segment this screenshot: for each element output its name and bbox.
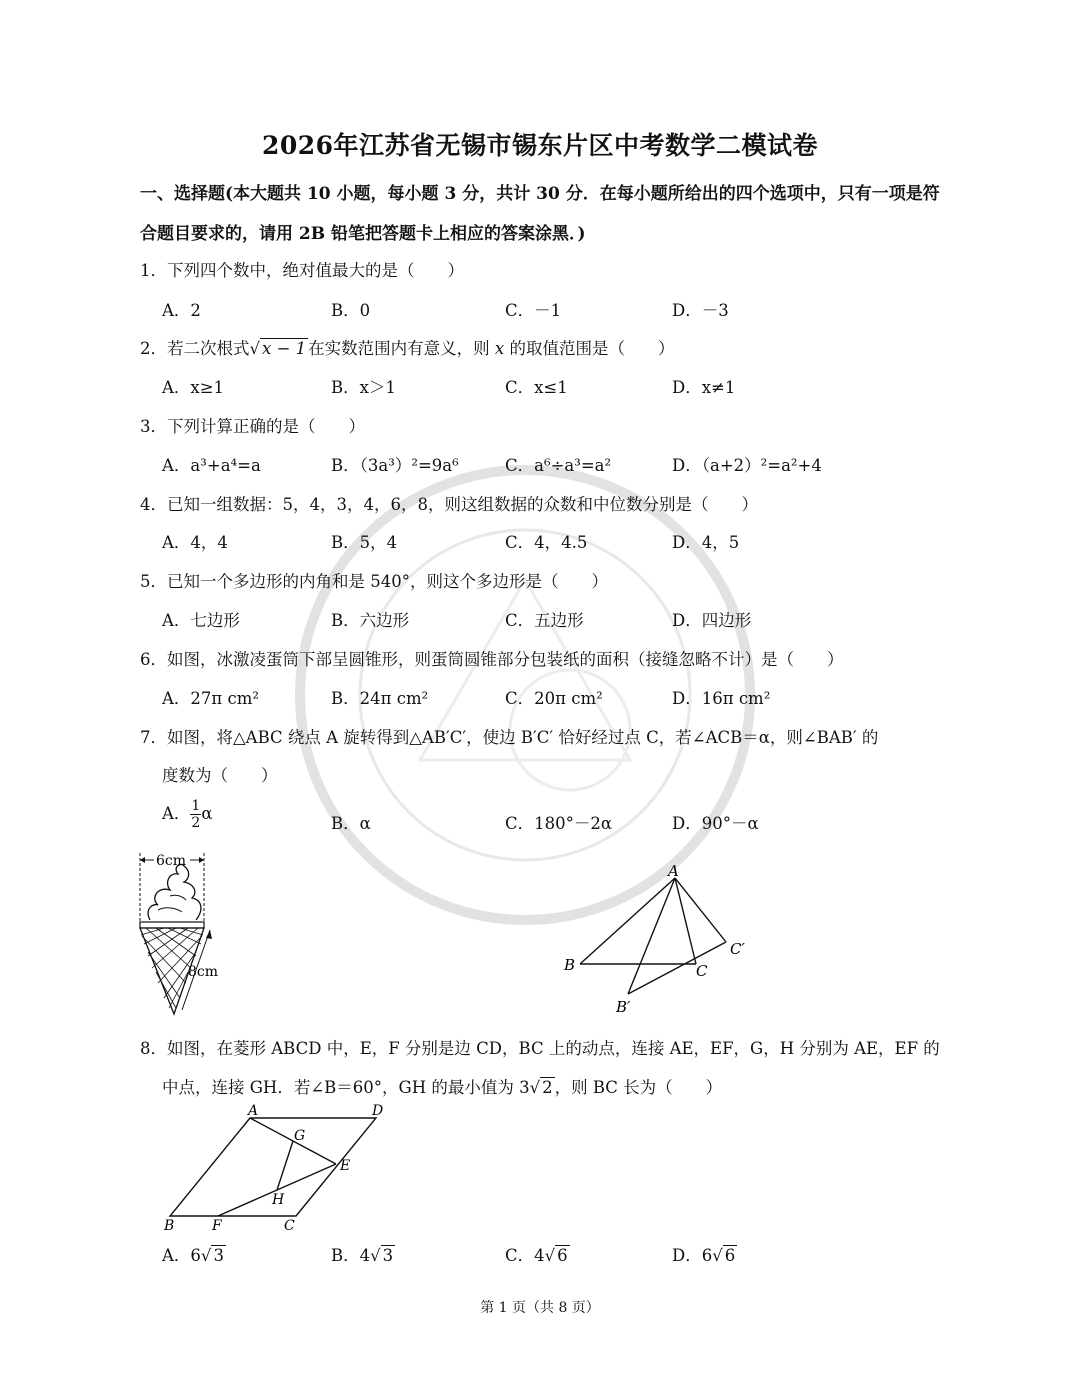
q8-line2-pre: 中点，连接 GH．若∠B＝60°，GH 的最小值为 3 <box>162 1078 530 1097</box>
q2-variable: x <box>494 339 505 358</box>
q5-option-b: B．六边形 <box>331 611 410 630</box>
question-7-stem-line1: 7．如图，将△ABC 绕点 A 旋转得到△AB′C′，使边 B′C′ 恰好经过点 C，若∠ACB＝α，则∠BAB′ 的 <box>140 728 879 747</box>
rhombus-figure <box>158 1100 398 1235</box>
q7-option-a-suffix: α <box>201 804 213 823</box>
section-heading-line2: 合题目要求的，请用 2B 铅笔把答题卡上相应的答案涂黑．) <box>140 224 586 244</box>
question-8-stem-line2 <box>162 1074 722 1098</box>
q8-option-b-radicand: 3 <box>382 1246 394 1265</box>
q7-option-c: C．180°－2α <box>505 814 613 833</box>
fraction-numerator: 1 <box>191 798 201 814</box>
cone-slant-label: 8cm <box>188 964 219 980</box>
label-point-e: E <box>340 1158 351 1174</box>
q2-option-b: B．x＞1 <box>331 378 396 397</box>
q4-option-d: D．4，5 <box>672 533 740 552</box>
label-point-h: H <box>272 1192 285 1208</box>
q6-option-c: C．20π cm² <box>505 689 603 708</box>
question-1-stem: 1．下列四个数中，绝对值最大的是（ ） <box>140 261 464 280</box>
label-point-a: A <box>668 862 679 880</box>
q4-option-b: B．5，4 <box>331 533 398 552</box>
question-7-stem-line2: 度数为（ ） <box>162 766 278 785</box>
q2-stem-pre: 2．若二次根式 <box>140 339 250 358</box>
page-title: 2026年江苏省无锡市锡东片区中考数学二模试卷 <box>261 131 819 160</box>
rotated-triangle-figure <box>560 860 760 1020</box>
question-3-stem: 3．下列计算正确的是（ ） <box>140 417 365 436</box>
q8-option-d-radicand: 6 <box>724 1246 736 1265</box>
q2-option-d: D．x≠1 <box>672 378 736 397</box>
q6-option-d: D．16π cm² <box>672 689 771 708</box>
q8-radicand: 2 <box>542 1078 553 1097</box>
question-6-stem: 6．如图，冰激凌蛋筒下部呈圆锥形，则蛋筒圆锥部分包装纸的面积（接缝忽略不计）是（ ） <box>140 650 844 669</box>
q8-option-c-radicand: 6 <box>557 1246 568 1265</box>
q1-option-a: A．2 <box>162 301 201 320</box>
sqrt-expression: √ 6 <box>544 1246 568 1265</box>
cone-width-label: 6cm <box>156 853 187 869</box>
q3-option-b: B．（3a³）²=9a⁶ <box>331 456 459 475</box>
label-point-b: B <box>164 1218 175 1234</box>
q8-option-c-coef: C．4 <box>505 1246 545 1265</box>
q7-option-a-prefix: A． <box>162 804 191 823</box>
q8-option-d <box>672 1242 737 1266</box>
q6-option-a: A．27π cm² <box>162 689 260 708</box>
sqrt-expression: √ 2 <box>529 1078 553 1097</box>
label-point-b: B <box>564 956 576 974</box>
ice-cream-cone-figure <box>136 848 236 1018</box>
q2-option-a: A．x≥1 <box>162 378 225 397</box>
q3-option-d: D．（a+2）²=a²+4 <box>672 456 822 475</box>
label-point-f: F <box>212 1218 222 1234</box>
q8-option-a-coef: A．6 <box>162 1246 201 1265</box>
q3-option-a: A．a³+a⁴=a <box>162 456 261 475</box>
q7-option-b: B．α <box>331 814 371 833</box>
q6-option-b: B．24π cm² <box>331 689 429 708</box>
fraction-denominator: 2 <box>191 815 201 831</box>
q8-option-d-coef: D．6 <box>672 1246 713 1265</box>
q2-radicand: x − 1 <box>262 339 307 358</box>
q7-option-a <box>162 798 213 831</box>
sqrt-expression: √ 3 <box>370 1246 394 1265</box>
q7-option-d: D．90°－α <box>672 814 759 833</box>
q3-option-c: C．a⁶÷a³=a² <box>505 456 612 475</box>
q2-option-c: C．x≤1 <box>505 378 568 397</box>
q8-option-a <box>162 1242 226 1266</box>
q5-option-d: D．四边形 <box>672 611 752 630</box>
q1-option-c: C．－1 <box>505 301 562 320</box>
q1-option-b: B．0 <box>331 301 371 320</box>
question-4-stem: 4．已知一组数据：5，4，3，4，6，8，则这组数据的众数和中位数分别是（ ） <box>140 495 758 514</box>
label-point-d: D <box>372 1103 384 1119</box>
q8-option-b-coef: B．4 <box>331 1246 371 1265</box>
label-point-c-prime: C′ <box>730 940 745 958</box>
label-point-c: C <box>284 1218 295 1234</box>
q5-option-a: A．七边形 <box>162 611 240 630</box>
q8-option-b <box>331 1242 395 1266</box>
q4-option-c: C．4，4.5 <box>505 533 588 552</box>
q5-option-c: C．五边形 <box>505 611 584 630</box>
q8-option-c <box>505 1242 570 1266</box>
label-point-b-prime: B′ <box>616 998 631 1016</box>
q1-option-d: D．－3 <box>672 301 729 320</box>
label-point-g: G <box>294 1128 306 1144</box>
q8-line2-post: ，则 BC 长为（ ） <box>554 1078 723 1097</box>
page-footer: 第 1 页（共 8 页） <box>480 1300 600 1316</box>
fraction-one-half <box>190 798 201 831</box>
q2-stem-post: 的取值范围是（ ） <box>509 339 675 358</box>
label-point-a: A <box>248 1103 259 1119</box>
q2-stem-mid: 在实数范围内有意义，则 <box>308 339 490 358</box>
label-point-c: C <box>696 962 708 980</box>
sqrt-expression: √ x − 1 <box>249 339 307 358</box>
question-8-stem-line1: 8．如图，在菱形 ABCD 中，E，F 分别是边 CD，BC 上的动点，连接 AE，EF，G，H 分别为 AE，EF 的 <box>140 1039 940 1058</box>
q8-option-a-radicand: 3 <box>213 1246 224 1265</box>
q4-option-a: A．4，4 <box>162 533 228 552</box>
sqrt-expression: √ 3 <box>200 1246 224 1265</box>
question-2-stem <box>140 335 674 359</box>
question-5-stem: 5．已知一个多边形的内角和是 540°，则这个多边形是（ ） <box>140 572 608 591</box>
sqrt-expression: √ 6 <box>712 1246 736 1265</box>
section-heading-line1: 一、选择题(本大题共 10 小题，每小题 3 分，共计 30 分．在每小题所给出的四个选项中，只有一项是符 <box>140 184 940 204</box>
